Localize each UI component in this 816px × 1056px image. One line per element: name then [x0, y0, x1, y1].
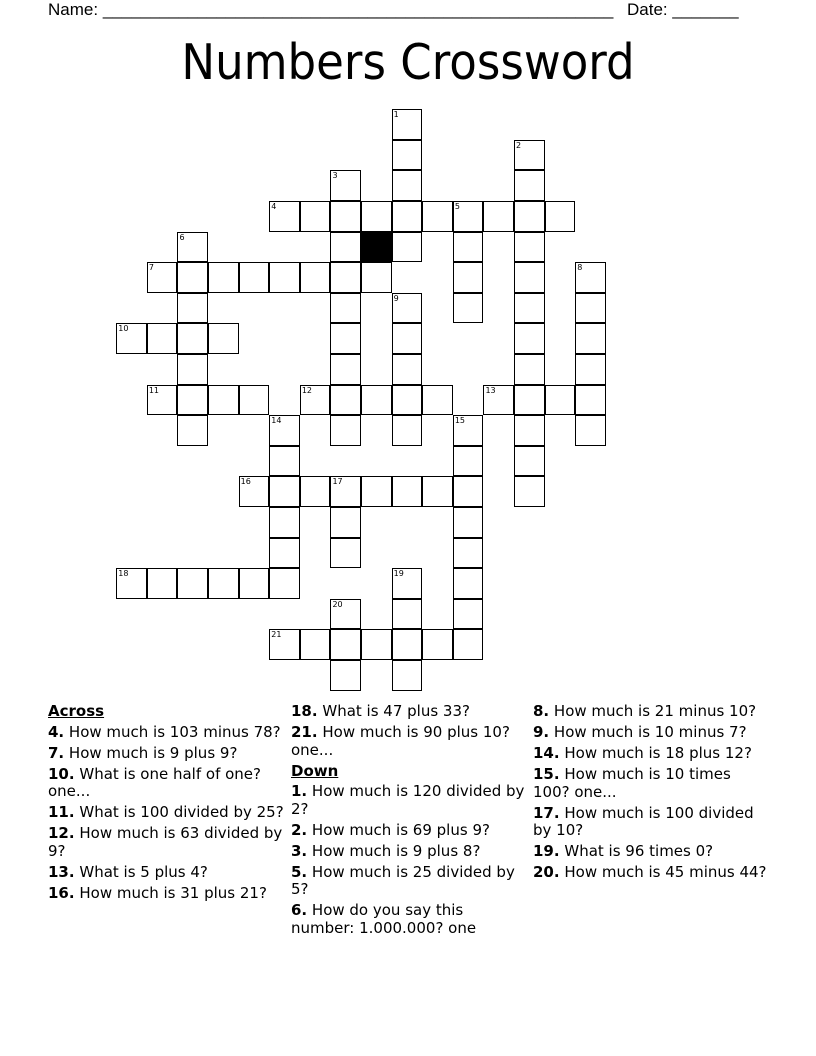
clue-number: 1. [291, 782, 308, 800]
grid-cell[interactable] [269, 568, 300, 599]
grid-cell[interactable] [483, 201, 514, 232]
cell-number: 6 [179, 232, 185, 242]
grid-cell[interactable] [514, 415, 545, 446]
grid-cell[interactable] [453, 232, 484, 263]
grid-cell[interactable] [514, 385, 545, 416]
clue-text: What is 5 plus 4? [79, 862, 208, 881]
clue-down [533, 864, 769, 882]
grid-cell[interactable] [330, 354, 361, 385]
grid-cell[interactable] [361, 476, 392, 507]
clue-number: 16. [48, 883, 75, 902]
clue-text: What is one half of one? one... [48, 764, 261, 800]
clue-text: How much is 31 plus 21? [79, 883, 267, 902]
grid-cell[interactable] [330, 170, 361, 201]
grid-cell[interactable] [483, 385, 514, 416]
grid-cell[interactable] [330, 323, 361, 354]
grid-cell[interactable] [330, 201, 361, 232]
grid-cell[interactable] [239, 385, 270, 416]
clue-across [48, 745, 284, 763]
clue-number: 15. [533, 765, 560, 783]
clue-across [48, 885, 284, 903]
grid-cell[interactable] [269, 446, 300, 477]
clues-column-3 [533, 703, 769, 885]
date-label: Date: [627, 0, 668, 19]
cell-number: 19 [393, 569, 404, 579]
grid-cell[interactable] [300, 262, 331, 293]
cell-number: 12 [301, 385, 313, 395]
grid-cell[interactable] [330, 507, 361, 538]
grid-cell[interactable] [453, 262, 484, 293]
clue-text: How much is 9 plus 9? [68, 743, 238, 762]
grid-cell[interactable] [269, 476, 300, 507]
grid-cell[interactable] [392, 354, 423, 385]
clue-number: 4. [48, 722, 65, 741]
clue-text: How much is 100 divided by 10? [533, 803, 754, 839]
clue-number: 11. [48, 803, 75, 821]
cell-number: 20 [332, 599, 343, 609]
clue-text: How much is 90 plus 10? one... [291, 723, 510, 759]
cell-number: 8 [577, 263, 583, 273]
grid-cell[interactable] [177, 293, 208, 324]
grid-cell[interactable] [147, 385, 178, 416]
grid-cell[interactable] [330, 660, 361, 691]
name-field[interactable] [48, 0, 613, 20]
grid-cell[interactable] [453, 599, 484, 630]
cell-number: 3 [332, 171, 338, 181]
clue-down [291, 864, 527, 899]
black-cell [361, 232, 392, 263]
grid-cell[interactable] [330, 262, 361, 293]
clue-down [533, 805, 769, 840]
clue-text: How much is 10 minus 7? [553, 723, 747, 741]
grid-cell[interactable] [269, 507, 300, 538]
grid-cell[interactable] [208, 568, 239, 599]
grid-cell[interactable] [116, 568, 147, 599]
cell-number: 17 [332, 477, 343, 487]
clue-down [533, 703, 769, 721]
grid-cell[interactable] [453, 476, 484, 507]
cell-number: 10 [118, 324, 129, 334]
grid-cell[interactable] [147, 568, 178, 599]
across-heading: Across [48, 702, 105, 720]
grid-cell[interactable] [361, 262, 392, 293]
grid-cell[interactable] [269, 538, 300, 569]
grid-cell[interactable] [514, 446, 545, 477]
grid-cell[interactable] [208, 385, 239, 416]
grid-cell[interactable] [392, 629, 423, 660]
grid-cell[interactable] [392, 415, 423, 446]
cell-number: 16 [240, 477, 251, 487]
grid-cell[interactable] [575, 262, 606, 293]
clue-text: What is 96 times 0? [564, 842, 714, 860]
grid-cell[interactable] [147, 323, 178, 354]
cell-number: 7 [148, 263, 154, 273]
grid-cell[interactable] [361, 385, 392, 416]
grid-cell[interactable] [392, 232, 423, 263]
grid-cell[interactable] [422, 629, 453, 660]
grid-cell[interactable] [575, 415, 606, 446]
grid-cell[interactable] [239, 568, 270, 599]
clue-number: 10. [48, 764, 75, 783]
name-label: Name: [48, 0, 99, 19]
grid-cell[interactable] [330, 538, 361, 569]
clue-number: 12. [48, 824, 75, 842]
grid-cell[interactable] [514, 170, 545, 201]
grid-cell[interactable] [392, 109, 423, 140]
grid-cell[interactable] [177, 323, 208, 354]
clue-number: 21. [291, 723, 318, 741]
cell-number: 18 [118, 569, 129, 579]
grid-cell[interactable] [392, 660, 423, 691]
clue-down [291, 843, 527, 861]
clue-across [48, 804, 284, 822]
grid-cell[interactable] [208, 323, 239, 354]
grid-cell[interactable] [575, 293, 606, 324]
grid-cell[interactable] [330, 629, 361, 660]
clue-number: 5. [291, 862, 308, 881]
grid-cell[interactable] [453, 415, 484, 446]
clue-text: How much is 103 minus 78? [68, 722, 281, 741]
grid-cell[interactable] [453, 201, 484, 232]
down-heading: Down [291, 761, 339, 780]
cell-number: 13 [485, 385, 496, 395]
clue-text: How much is 120 divided by 2? [291, 782, 525, 818]
grid-cell[interactable] [392, 201, 423, 232]
clue-across [291, 703, 527, 721]
clue-number: 18. [291, 702, 318, 720]
clue-number: 17. [533, 803, 560, 822]
grid-cell[interactable] [453, 446, 484, 477]
grid-cell[interactable] [300, 385, 331, 416]
clue-text: How much is 9 plus 8? [311, 841, 481, 860]
clue-number: 3. [291, 841, 308, 860]
grid-cell[interactable] [514, 232, 545, 263]
grid-cell[interactable] [269, 629, 300, 660]
clue-number: 7. [48, 743, 65, 762]
grid-cell[interactable] [422, 201, 453, 232]
clue-number: 14. [533, 744, 560, 762]
grid-cell[interactable] [300, 476, 331, 507]
clue-number: 2. [291, 820, 308, 839]
date-field[interactable] [627, 0, 739, 20]
grid-cell[interactable] [330, 385, 361, 416]
grid-cell[interactable] [392, 293, 423, 324]
grid-cell[interactable] [116, 323, 147, 354]
grid-cell[interactable] [300, 201, 331, 232]
clues-column-2 [291, 703, 527, 941]
date-line[interactable]: _______ [672, 0, 739, 19]
grid-cell[interactable] [514, 140, 545, 171]
grid-cell[interactable] [514, 262, 545, 293]
grid-cell[interactable] [392, 476, 423, 507]
clue-text: How much is 18 plus 12? [564, 744, 752, 762]
clue-down [291, 902, 527, 937]
grid-cell[interactable] [330, 293, 361, 324]
cell-number: 5 [454, 202, 460, 212]
clue-down [533, 745, 769, 763]
name-line[interactable]: ______________________________________________________ [102, 0, 614, 19]
grid-cell[interactable] [361, 629, 392, 660]
grid-cell[interactable] [330, 476, 361, 507]
clue-across [291, 724, 527, 759]
grid-cell[interactable] [453, 629, 484, 660]
grid-cell[interactable] [514, 201, 545, 232]
grid-cell[interactable] [177, 354, 208, 385]
grid-cell[interactable] [239, 476, 270, 507]
grid-cell[interactable] [177, 232, 208, 263]
grid-cell[interactable] [392, 385, 423, 416]
clue-number: 13. [48, 862, 75, 881]
grid-cell[interactable] [422, 476, 453, 507]
grid-cell[interactable] [269, 262, 300, 293]
cell-number: 1 [393, 110, 399, 120]
clues-column-1 [48, 703, 284, 906]
grid-cell[interactable] [208, 262, 239, 293]
grid-cell[interactable] [330, 232, 361, 263]
grid-cell[interactable] [392, 170, 423, 201]
grid-cell[interactable] [177, 415, 208, 446]
cell-number: 11 [148, 385, 160, 395]
grid-cell[interactable] [575, 385, 606, 416]
clue-text: What is 47 plus 33? [322, 702, 470, 720]
grid-cell[interactable] [453, 538, 484, 569]
clue-text: How much is 63 divided by 9? [48, 824, 283, 860]
clue-number: 19. [533, 842, 560, 860]
grid-cell[interactable] [361, 201, 392, 232]
grid-cell[interactable] [514, 323, 545, 354]
clue-text: How much is 21 minus 10? [553, 702, 757, 720]
clue-across [48, 864, 284, 882]
clue-text: How do you say this number: 1.000.000? one [291, 901, 477, 937]
grid-cell[interactable] [392, 323, 423, 354]
grid-cell[interactable] [422, 385, 453, 416]
grid-cell[interactable] [269, 415, 300, 446]
cell-number: 14 [271, 416, 282, 426]
grid-cell[interactable] [453, 568, 484, 599]
grid-cell[interactable] [514, 354, 545, 385]
clue-down [533, 766, 769, 801]
clue-text: How much is 45 minus 44? [564, 863, 767, 881]
grid-cell[interactable] [300, 629, 331, 660]
clue-down [291, 822, 527, 840]
grid-cell[interactable] [177, 385, 208, 416]
grid-cell[interactable] [453, 293, 484, 324]
grid-cell[interactable] [177, 568, 208, 599]
grid-cell[interactable] [392, 568, 423, 599]
clue-number: 9. [533, 723, 550, 741]
clue-down [291, 783, 527, 818]
grid-cell[interactable] [514, 476, 545, 507]
grid-cell[interactable] [177, 262, 208, 293]
cell-number: 21 [271, 630, 282, 640]
grid-cell[interactable] [575, 354, 606, 385]
clue-text: What is 100 divided by 25? [79, 803, 284, 821]
grid-cell[interactable] [392, 599, 423, 630]
cell-number: 15 [454, 416, 466, 426]
grid-cell[interactable] [575, 323, 606, 354]
clue-down [533, 843, 769, 861]
grid-cell[interactable] [514, 293, 545, 324]
clue-text: How much is 69 plus 9? [311, 820, 490, 839]
clue-number: 20. [533, 863, 560, 881]
grid-cell[interactable] [392, 140, 423, 171]
grid-cell[interactable] [239, 262, 270, 293]
clue-across [48, 724, 284, 742]
clue-down [533, 724, 769, 742]
grid-cell[interactable] [545, 385, 576, 416]
clue-number: 6. [291, 901, 308, 919]
cell-number: 9 [393, 293, 399, 303]
cell-number: 4 [271, 202, 277, 212]
grid-cell[interactable] [453, 507, 484, 538]
grid-cell[interactable] [147, 262, 178, 293]
grid-cell[interactable] [545, 201, 576, 232]
clue-across [48, 766, 284, 801]
grid-cell[interactable] [269, 201, 300, 232]
grid-cell[interactable] [330, 599, 361, 630]
grid-cell[interactable] [330, 415, 361, 446]
clue-number: 8. [533, 702, 550, 720]
cell-number: 2 [516, 140, 522, 150]
clue-text: How much is 25 divided by 5? [291, 862, 515, 898]
page-title: Numbers Crossword [181, 34, 635, 91]
clue-text: How much is 10 times 100? one... [533, 765, 731, 801]
clue-across [48, 825, 284, 860]
